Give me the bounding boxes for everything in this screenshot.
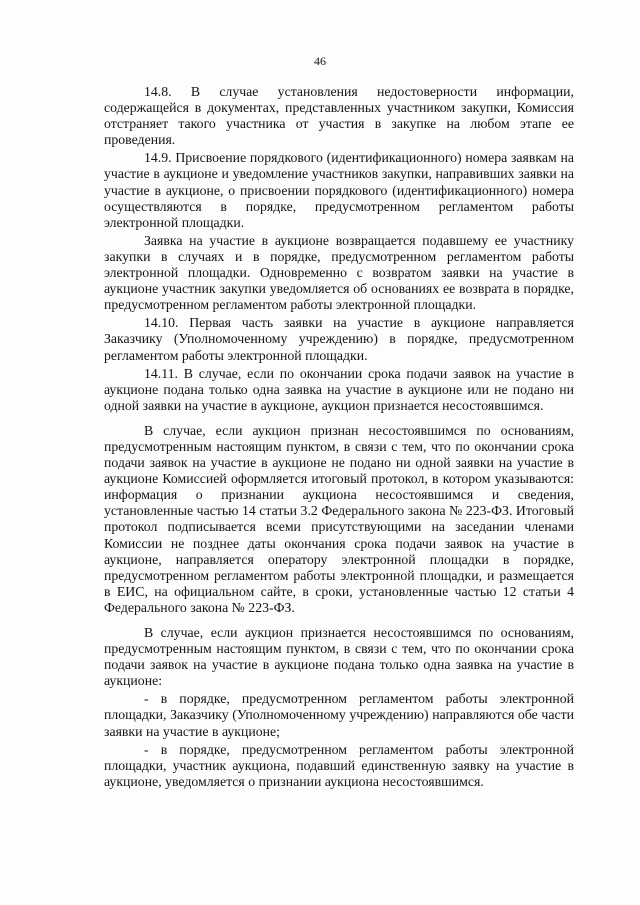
document-body [104,84,574,790]
paragraph-application-return: Заявка на участие в аукционе возвращается подавшему ее участнику закупки в случаях и в порядке, предусмотренном регламентом работы электронной площадки. Одновременно с возвратом заявки на участие в аукционе участник закупки уведомляется об основаниях ее возврата в порядке, предусмотренном регламентом работы электронной площадки. [104,232,574,313]
paragraph-no-applications: В случае, если аукцион признан несостоявшимся по основаниям, предусмотренным настоящим пунктом, в связи с тем, что по окончании срока подачи заявок на участие в аукционе не подано ни одной заявки на участие в аукционе Комиссией оформляется итоговый протокол, в котором указываются: информация о признании аукциона несостоявшимся и сведения, установленные частью 14 статьи 3.2 Федерального закона № 223-ФЗ. Итоговый протокол подписывается всеми присутствующими на заседании членами Комиссии не позднее даты окончания срока подачи заявок на участие в аукционе, направляется оператору электронной площадки в порядке, предусмотренном регламентом работы электронной площадки, и размещается в ЕИС, на официальном сайте, в сроки, установленные частью 12 статьи 4 Федерального закона № 223-ФЗ. [104,422,574,615]
paragraph-14-11: 14.11. В случае, если по окончании срока подачи заявок на участие в аукционе подана только одна заявка на участие в аукционе или не подано ни одной заявки на участие в аукционе, аукцион признается несостоявшимся. [104,365,574,413]
paragraph-14-9: 14.9. Присвоение порядкового (идентификационного) номера заявкам на участие в аукционе и уведомление участников закупки, направивших заявки на участие в аукционе, о присвоении порядкового (идентификационного) номера осуществляются в порядке, предусмотренном регламентом работы электронной площадки. [104,150,574,230]
list-item-participant-notified: - в порядке, предусмотренном регламентом работы электронной площадки, участник аукциона, подавший единственную заявку на участие в аукционе, уведомляется о признании аукциона несостоявшимся. [104,741,574,789]
paragraph-14-10: 14.10. Первая часть заявки на участие в аукционе направляется Заказчику (Уполномоченному учреждению) в порядке, предусмотренном регламентом работы электронной площадки. [104,315,574,363]
paragraph-single-application: В случае, если аукцион признается несостоявшимся по основаниям, предусмотренным настоящим пунктом, в связи с тем, что по окончании срока подачи заявок на участие в аукционе подана только одна заявка на участие в аукционе: [104,625,574,689]
page-number: 46 [314,54,326,68]
list-item-both-parts: - в порядке, предусмотренном регламентом работы электронной площадки, Заказчику (Уполномоченному учреждению) направляются обе части заявки на участие в аукционе; [104,691,574,739]
paragraph-14-8: 14.8. В случае установления недостоверности информации, содержащейся в документах, представленных участником закупки, Комиссия отстраняет такого участника от участия в закупке на любом этапе ее проведения. [104,84,574,148]
